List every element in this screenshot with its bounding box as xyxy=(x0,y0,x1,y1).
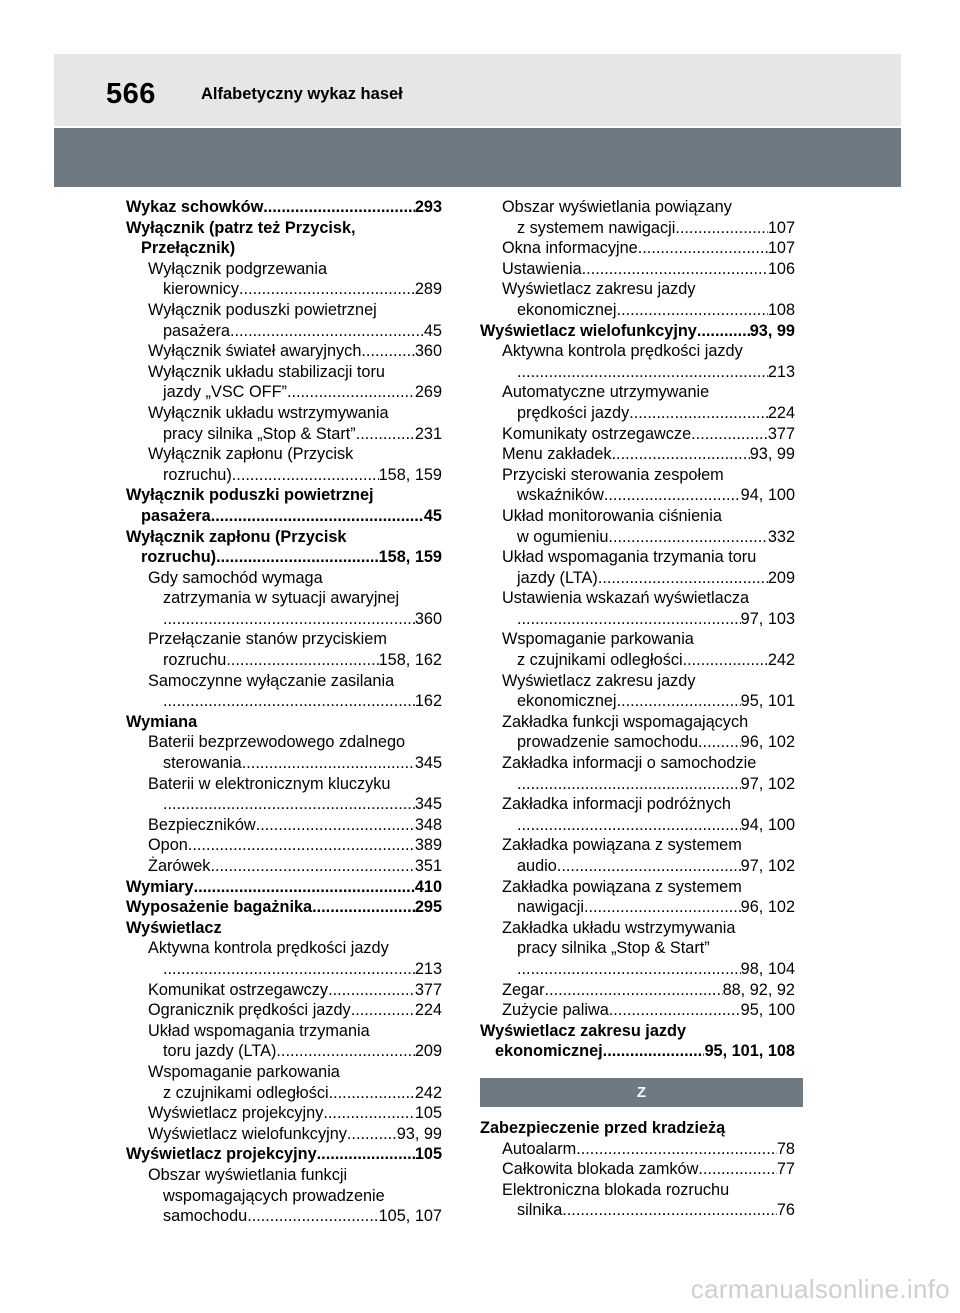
page-number: 566 xyxy=(106,78,156,110)
dot-leader xyxy=(163,794,415,815)
dot-leader xyxy=(356,424,415,445)
page-reference: 242 xyxy=(414,1083,442,1102)
index-subentry xyxy=(480,691,795,712)
index-subentry-text: Zakładka powiązana z systemem xyxy=(502,836,742,855)
index-subentry xyxy=(126,609,442,630)
page-reference: 389 xyxy=(414,836,442,855)
dot-leader xyxy=(517,774,741,795)
page-reference: 95, 100 xyxy=(740,1001,795,1020)
entry-text: Menu zakładek xyxy=(502,445,612,464)
entry-text: Wyświetlacz wielofunkcyjny xyxy=(148,1124,347,1143)
entry-text: prędkości jazdy xyxy=(517,403,630,422)
dot-leader xyxy=(210,856,414,877)
index-subentry-text: Samoczynne wyłączanie zasilania xyxy=(148,671,395,690)
dot-leader xyxy=(557,856,741,877)
page-reference: 332 xyxy=(767,527,795,546)
entry-text: rozruchu xyxy=(163,651,227,670)
page-reference: 224 xyxy=(414,1001,442,1020)
index-subentry xyxy=(480,527,795,548)
entry-text: ekonomicznej xyxy=(495,1042,603,1061)
page-reference: 360 xyxy=(414,609,442,628)
dot-leader xyxy=(683,650,768,671)
entry-text: Opon xyxy=(148,836,188,855)
entry-text: prowadzenie samochodu xyxy=(517,733,699,752)
page-reference: 269 xyxy=(414,383,442,402)
page-reference: 158, 159 xyxy=(378,548,442,567)
page-reference: 209 xyxy=(767,568,795,587)
dot-leader xyxy=(163,609,415,630)
page-reference: 107 xyxy=(767,239,795,258)
index-subentry-text: Wyłącznik układu wstrzymywania xyxy=(148,403,389,422)
dot-leader xyxy=(582,259,768,280)
index-subentry xyxy=(480,1159,795,1180)
page-reference: 377 xyxy=(767,424,795,443)
page-reference: 97, 102 xyxy=(740,857,795,875)
entry-text: Komunikaty ostrzegawcze xyxy=(502,424,692,443)
page-reference: 289 xyxy=(414,280,442,299)
index-subentry xyxy=(126,835,442,856)
entry-text: pasażera xyxy=(163,321,230,340)
page-reference: 97, 102 xyxy=(740,774,795,793)
entry-text: Wykaz schowków xyxy=(126,198,264,216)
index-subentry-text: Przyciski sterowania zespołem xyxy=(502,465,724,484)
index-subentry xyxy=(480,650,795,671)
dot-leader xyxy=(517,815,741,836)
index-heading: Wyłącznik poduszki powietrznej xyxy=(126,486,374,505)
entry-text: Zegar xyxy=(502,980,545,999)
index-subentry-text: Baterii w elektronicznym kluczyku xyxy=(148,774,391,793)
dot-leader xyxy=(545,980,723,1001)
index-subentry-text: Zakładka funkcji wspomagających xyxy=(502,712,749,731)
entry-text: kierownicy xyxy=(163,280,240,299)
index-subentry xyxy=(480,959,795,980)
dot-leader xyxy=(287,382,415,403)
entry-text: silnika xyxy=(517,1201,563,1220)
entry-text: Wyposażenie bagażnika xyxy=(126,898,313,917)
index-subentry-text: Układ monitorowania ciśnienia xyxy=(502,506,722,525)
index-subentry xyxy=(126,980,442,1001)
index-subentry xyxy=(126,753,442,774)
index-subentry-text: Gdy samochód wymaga xyxy=(148,568,323,587)
dot-leader xyxy=(517,609,741,630)
index-subentry-text: Układ wspomagania trzymania xyxy=(148,1021,370,1040)
dot-leader xyxy=(361,341,414,362)
page-reference: 377 xyxy=(414,980,442,999)
index-heading xyxy=(480,321,795,342)
dot-leader xyxy=(163,959,415,980)
index-subentry xyxy=(480,424,795,445)
index-subentry-text: Wspomaganie parkowania xyxy=(502,630,694,649)
entry-text: sterowania xyxy=(163,754,242,773)
index-subentry-text: Zakładka informacji podróżnych xyxy=(502,795,731,814)
entry-text: rozruchu) xyxy=(141,548,217,567)
dot-leader xyxy=(629,403,768,424)
dot-leader xyxy=(323,1103,414,1124)
page-reference: 105 xyxy=(414,1145,442,1164)
page-reference: 410 xyxy=(414,877,442,896)
page-reference: 45 xyxy=(423,321,442,340)
entry-text: w ogumieniu xyxy=(517,527,609,546)
entry-text: z systemem nawigacji xyxy=(517,218,676,237)
index-heading xyxy=(126,506,442,527)
dot-leader xyxy=(617,300,768,321)
entry-text: Wyświetlacz wielofunkcyjny xyxy=(480,321,697,340)
index-heading xyxy=(480,1041,795,1062)
index-heading: Zabezpieczenie przed kradzieżą xyxy=(480,1118,726,1137)
dot-leader xyxy=(216,547,379,568)
page-reference: 95, 101 xyxy=(740,692,795,711)
dot-leader xyxy=(604,485,741,506)
dot-leader xyxy=(698,732,741,753)
index-subentry xyxy=(126,650,442,671)
index-subentry-text: Wyłącznik układu stabilizacji toru xyxy=(148,362,385,381)
entry-text: toru jazdy (LTA) xyxy=(163,1042,277,1061)
entry-text: Żarówek xyxy=(148,857,211,875)
page-reference: 209 xyxy=(414,1042,442,1061)
index-subentry xyxy=(126,856,442,877)
index-heading: Wymiana xyxy=(126,712,198,731)
page-reference: 295 xyxy=(414,898,442,917)
index-heading xyxy=(126,1144,442,1165)
index-subentry xyxy=(480,259,795,280)
entry-text: jazdy „VSC OFF” xyxy=(163,383,287,402)
page-reference: 97, 103 xyxy=(740,609,795,628)
index-subentry xyxy=(126,1103,442,1124)
index-subentry-text: Wspomaganie parkowania xyxy=(148,1062,340,1081)
entry-text: Ogranicznik prędkości jazdy xyxy=(148,1001,351,1020)
index-subentry xyxy=(126,382,442,403)
dot-leader xyxy=(691,424,768,445)
page-reference: 105 xyxy=(414,1104,442,1123)
page-reference: 108 xyxy=(767,300,795,319)
entry-text: rozruchu) xyxy=(163,465,232,484)
dot-leader xyxy=(163,691,415,712)
dot-leader xyxy=(675,218,767,239)
index-subentry-text: Aktywna kontrola prędkości jazdy xyxy=(148,939,389,958)
page-reference: 106 xyxy=(767,259,795,278)
entry-text: nawigacji xyxy=(517,898,584,917)
entry-text: Zużycie paliwa xyxy=(502,1001,609,1020)
page-reference: 93, 99 xyxy=(396,1124,442,1143)
entry-text: ekonomicznej xyxy=(517,300,617,319)
index-subentry-text: Wyłącznik zapłonu (Przycisk xyxy=(148,445,354,464)
dot-leader xyxy=(239,279,415,300)
index-subentry xyxy=(126,691,442,712)
index-subentry xyxy=(126,815,442,836)
page-reference: 158, 162 xyxy=(378,651,442,670)
index-subentry-text: Zakładka układu wstrzymywania xyxy=(502,918,736,937)
dot-leader xyxy=(584,897,741,918)
entry-text: z czujnikami odległości xyxy=(163,1083,329,1102)
dot-leader xyxy=(263,197,415,218)
index-heading: Przełącznik) xyxy=(141,239,236,258)
page-reference: 78 xyxy=(776,1139,795,1158)
index-subentry-text: Zakładka powiązana z systemem xyxy=(502,877,742,896)
index-subentry-text: pracy silnika „Stop & Start” xyxy=(517,939,710,958)
entry-text: Ustawienia xyxy=(502,259,582,278)
page-reference: 88, 92, 92 xyxy=(722,980,795,999)
dot-leader xyxy=(517,362,768,383)
index-subentry xyxy=(126,465,442,486)
index-subentry xyxy=(480,1200,795,1221)
index-subentry-text: Obszar wyświetlania funkcji xyxy=(148,1165,348,1184)
dot-leader xyxy=(256,815,415,836)
index-column-right xyxy=(480,197,795,1221)
page-reference: 76 xyxy=(776,1201,795,1220)
index-subentry-text: Wyłącznik podgrzewania xyxy=(148,259,328,278)
index-subentry xyxy=(126,794,442,815)
index-subentry xyxy=(126,341,442,362)
entry-text: Wyświetlacz projekcyjny xyxy=(148,1104,324,1123)
dot-leader xyxy=(351,1000,415,1021)
dot-leader xyxy=(230,321,424,342)
entry-text: audio xyxy=(517,857,557,875)
page-reference: 95, 101, 108 xyxy=(704,1042,795,1061)
index-subentry xyxy=(480,980,795,1001)
index-subentry xyxy=(126,424,442,445)
page-reference: 158, 159 xyxy=(378,465,442,484)
page-reference: 242 xyxy=(767,651,795,670)
index-heading: Wyłącznik zapłonu (Przycisk xyxy=(126,527,347,546)
entry-text: Autoalarm xyxy=(502,1139,577,1158)
dot-leader xyxy=(276,1041,414,1062)
index-subentry xyxy=(480,1000,795,1021)
dot-leader xyxy=(698,1159,777,1180)
index-subentry xyxy=(480,774,795,795)
index-subentry xyxy=(480,403,795,424)
index-subentry-text: Obszar wyświetlania powiązany xyxy=(502,198,732,216)
index-subentry-text: Wyświetlacz zakresu jazdy xyxy=(502,280,696,299)
index-subentry-text: Baterii bezprzewodowego zdalnego xyxy=(148,733,406,752)
index-subentry-text: Aktywna kontrola prędkości jazdy xyxy=(502,342,743,361)
index-subentry xyxy=(480,1139,795,1160)
dot-leader xyxy=(211,506,424,527)
page-reference: 94, 100 xyxy=(740,815,795,834)
entry-text: Wymiary xyxy=(126,877,194,896)
index-subentry-text: Układ wspomagania trzymania toru xyxy=(502,548,757,567)
page-reference: 93, 99 xyxy=(749,321,795,340)
index-subentry xyxy=(126,279,442,300)
dot-leader xyxy=(317,1144,415,1165)
entry-text: z czujnikami odległości xyxy=(517,651,683,670)
page-reference: 293 xyxy=(414,198,442,216)
index-subentry xyxy=(126,1041,442,1062)
page-reference: 213 xyxy=(414,959,442,978)
dot-leader xyxy=(232,465,379,486)
dot-leader xyxy=(617,691,741,712)
index-subentry xyxy=(126,1124,442,1145)
index-subentry-text: Przełączanie stanów przyciskiem xyxy=(148,630,387,649)
index-subentry xyxy=(480,568,795,589)
index-subentry-text: Zakładka informacji o samochodzie xyxy=(502,754,757,773)
index-subentry-text: Elektroniczna blokada rozruchu xyxy=(502,1180,730,1199)
entry-text: Wyświetlacz projekcyjny xyxy=(126,1145,317,1164)
index-subentry xyxy=(480,897,795,918)
page-reference: 107 xyxy=(767,218,795,237)
section-letter-header: Z xyxy=(480,1078,803,1107)
page-reference: 224 xyxy=(767,403,795,422)
entry-text: ekonomicznej xyxy=(517,692,617,711)
dot-leader xyxy=(328,980,415,1001)
entry-text: Bezpieczników xyxy=(148,815,256,834)
entry-text: Okna informacyjne xyxy=(502,239,638,258)
index-subentry xyxy=(126,1000,442,1021)
index-subentry xyxy=(480,732,795,753)
page-reference: 231 xyxy=(414,424,442,443)
index-heading: Wyłącznik (patrz też Przycisk, xyxy=(126,218,356,237)
page-reference: 98, 104 xyxy=(740,959,795,978)
index-heading xyxy=(126,197,442,218)
index-subentry xyxy=(480,218,795,239)
entry-text: Wyłącznik świateł awaryjnych xyxy=(148,342,362,361)
dot-leader xyxy=(598,568,768,589)
dot-leader xyxy=(562,1200,777,1221)
dot-leader xyxy=(638,238,768,259)
page-reference: 77 xyxy=(776,1160,795,1179)
index-subentry xyxy=(126,959,442,980)
index-subentry xyxy=(480,856,795,877)
index-heading xyxy=(126,897,442,918)
section-band xyxy=(54,128,901,187)
index-subentry-text: wspomagających prowadzenie xyxy=(163,1186,385,1205)
dot-leader xyxy=(609,1000,741,1021)
index-subentry xyxy=(480,485,795,506)
index-subentry-text: Wyświetlacz zakresu jazdy xyxy=(502,671,696,690)
dot-leader xyxy=(329,1083,415,1104)
index-subentry-text: Ustawienia wskazań wyświetlacza xyxy=(502,589,750,608)
index-subentry xyxy=(126,321,442,342)
index-subentry xyxy=(480,238,795,259)
dot-leader xyxy=(226,650,378,671)
page-reference: 96, 102 xyxy=(740,733,795,752)
page-reference: 213 xyxy=(767,362,795,381)
page-reference: 345 xyxy=(414,795,442,814)
index-subentry-text: zatrzymania w sytuacji awaryjnej xyxy=(163,589,400,608)
index-heading: Wyświetlacz xyxy=(126,918,222,937)
dot-leader xyxy=(194,877,415,898)
dot-leader xyxy=(576,1139,777,1160)
header-bar xyxy=(54,54,901,126)
entry-text: jazdy (LTA) xyxy=(517,568,598,587)
index-subentry xyxy=(480,362,795,383)
index-subentry xyxy=(126,1083,442,1104)
watermark: carmanualsonline.info xyxy=(690,1274,950,1304)
index-subentry-text: Automatyczne utrzymywanie xyxy=(502,383,710,402)
entry-text: wskaźników xyxy=(517,486,604,505)
page-reference: 93, 99 xyxy=(749,445,795,464)
dot-leader xyxy=(517,959,741,980)
page-title: Alfabetyczny wykaz haseł xyxy=(201,85,403,103)
dot-leader xyxy=(603,1041,705,1062)
index-subentry xyxy=(480,300,795,321)
page-reference: 351 xyxy=(414,857,442,875)
page-reference: 94, 100 xyxy=(740,486,795,505)
entry-text: samochodu xyxy=(163,1207,248,1226)
index-subentry xyxy=(480,609,795,630)
dot-leader xyxy=(247,1206,378,1227)
dot-leader xyxy=(242,753,415,774)
page-reference: 105, 107 xyxy=(378,1207,442,1226)
page-reference: 345 xyxy=(414,754,442,773)
index-heading xyxy=(126,877,442,898)
dot-leader xyxy=(697,321,750,342)
page-reference: 45 xyxy=(423,506,442,525)
page-reference: 96, 102 xyxy=(740,898,795,917)
entry-text: pracy silnika „Stop & Start” xyxy=(163,424,356,443)
index-subentry xyxy=(126,1206,442,1227)
dot-leader xyxy=(312,897,415,918)
index-subentry-text: Wyłącznik poduszki powietrznej xyxy=(148,300,377,319)
index-heading: Wyświetlacz zakresu jazdy xyxy=(480,1021,687,1040)
dot-leader xyxy=(608,527,767,548)
index-column-left xyxy=(126,197,442,1227)
index-heading xyxy=(126,547,442,568)
entry-text: pasażera xyxy=(141,506,211,525)
entry-text: Całkowita blokada zamków xyxy=(502,1160,699,1179)
page-reference: 348 xyxy=(414,815,442,834)
dot-leader xyxy=(188,835,415,856)
entry-text: Komunikat ostrzegawczy xyxy=(148,980,329,999)
dot-leader xyxy=(347,1124,397,1145)
index-subentry xyxy=(480,444,795,465)
dot-leader xyxy=(612,444,750,465)
index-subentry xyxy=(480,815,795,836)
page-reference: 360 xyxy=(414,342,442,361)
page-reference: 162 xyxy=(414,692,442,711)
